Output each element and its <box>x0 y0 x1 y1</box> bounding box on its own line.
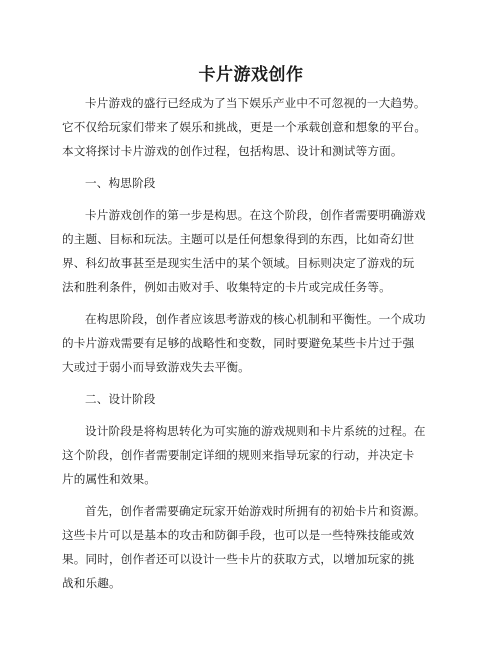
paragraph-line: 大或过于弱小而导致游戏失去平衡。 <box>62 360 250 374</box>
paragraph-line: 战和乐趣。 <box>62 576 121 590</box>
section-heading: 一、构思阶段 <box>85 176 156 190</box>
paragraph-line: 首先，创作者需要确定玩家开始游戏时所拥有的初始卡片和资源。 <box>85 504 426 518</box>
paragraph-line: 卡片游戏的盛行已经成为了当下娱乐产业中不可忽视的一大趋势。 <box>85 96 426 110</box>
paragraph-line: 的主题、目标和玩法。主题可以是任何想象得到的东西，比如奇幻世 <box>62 232 415 246</box>
paragraph-line: 界、科幻故事甚至是现实生活中的某个领域。目标则决定了游戏的玩 <box>62 256 415 270</box>
paragraph-line: 它不仅给玩家们带来了娱乐和挑战，更是一个承载创意和想象的平台。 <box>62 120 427 134</box>
paragraph-line: 的卡片游戏需要有足够的战略性和变数，同时要避免某些卡片过于强 <box>62 336 415 350</box>
paragraph-line: 本文将探讨卡片游戏的创作过程，包括构思、设计和测试等方面。 <box>62 144 403 158</box>
paragraph-line: 设计阶段是将构思转化为可实施的游戏规则和卡片系统的过程。在 <box>85 424 426 438</box>
paragraph-line: 这个阶段，创作者需要制定详细的规则来指导玩家的行动，并决定卡 <box>62 448 415 462</box>
paragraph-line: 这些卡片可以是基本的攻击和防御手段，也可以是一些特殊技能或效 <box>62 528 415 542</box>
paragraph-line: 片的属性和效果。 <box>62 472 156 486</box>
paragraph-line: 果。同时，创作者还可以设计一些卡片的获取方式，以增加玩家的挑 <box>62 552 415 566</box>
section-heading: 二、设计阶段 <box>85 392 156 406</box>
paragraph-line: 卡片游戏创作的第一步是构思。在这个阶段，创作者需要明确游戏 <box>85 208 426 222</box>
document-title: 卡片游戏创作 <box>198 65 304 85</box>
paragraph-line: 在构思阶段，创作者应该思考游戏的核心机制和平衡性。一个成功 <box>85 312 426 326</box>
paragraph-line: 法和胜利条件，例如击败对手、收集特定的卡片或完成任务等。 <box>62 280 391 294</box>
